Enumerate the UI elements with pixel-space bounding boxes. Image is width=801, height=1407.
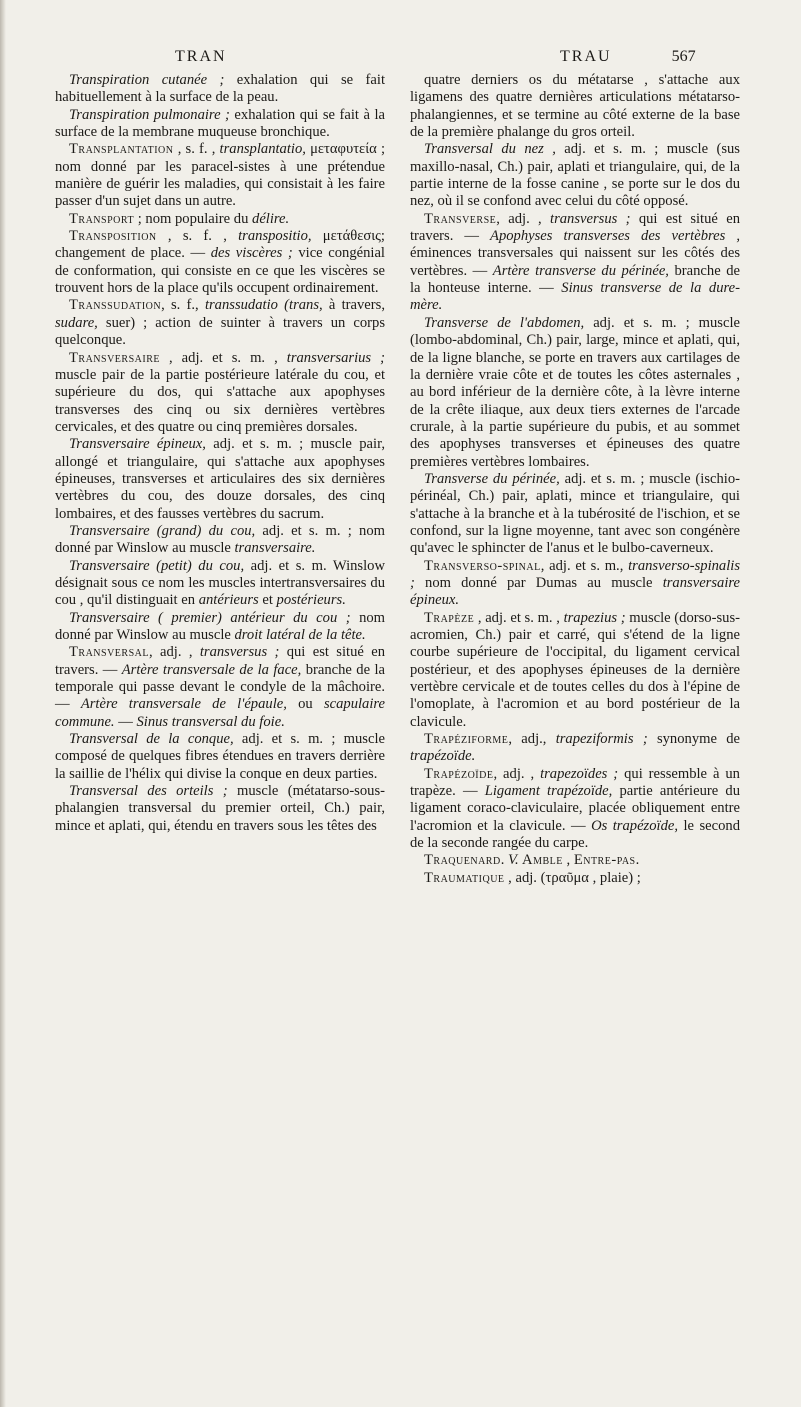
entry-italic-text: Transversal de la conque,: [69, 731, 234, 748]
dictionary-entry: [55, 523, 385, 558]
entry-italic-text: transversaire épineux.: [410, 574, 740, 609]
entry-text: vice congénial de conformation, qui consiste en ce que les viscères se trouvent hors de la place qu'ils occupent ordinairement.: [55, 245, 385, 297]
entry-italic-text: transversarius ;: [286, 349, 385, 366]
entry-italic-text: Transpiration pulmonaire ;: [69, 106, 230, 123]
entry-headword: Trapézoïde: [424, 765, 494, 782]
entry-text: synonyme de: [647, 731, 740, 748]
entry-text: adj. et s. m. ; muscle (lombo-abdominal, Ch.) pair, large, mince et aplati, qui, de la ligne blanche, se porte en travers aux cartilages de la dernière vraie côte et de toutes les côtes asternales , au bord inférieur de la dernière côte, à la lèvre interne de la crête iliaque, aux deux tiers externes de l'arcade crurale, à la partie supérieure du pubis, et au sommet des apophyses transverses et épineuses des quatre premières vertèbres lombaires.: [410, 314, 740, 470]
entry-text: adj. et s. m. ; muscle (ischio-périnéal, Ch.) pair, aplati, mince et triangulaire, qui s'attache à la branche et à la tubérosité de l'ischion, et se confond, sur la ligne moyenne, tant avec son congénère qu'avec le sphincter de l'anus et le bulbo-caverneux.: [410, 470, 740, 557]
entry-text: éminences transversales qui naissent sur les côtés des vertèbres. —: [410, 245, 740, 279]
entry-headword: Trapéziforme: [424, 731, 509, 748]
entry-text: muscle (métatarso-sous-phalangien transversal du premier orteil, Ch.) pair, mince et aplati, qui, étendu en travers sous les têtes des: [55, 783, 385, 834]
dictionary-entry: [55, 350, 385, 437]
running-head-right-word: TRAU: [560, 48, 612, 65]
entry-italic-text: trapeziformis ;: [555, 731, 648, 748]
dictionary-entry: [410, 558, 740, 610]
dictionary-entry: [55, 297, 385, 349]
dictionary-entry: [55, 610, 385, 645]
entry-text: nom donné par Dumas au muscle: [414, 574, 663, 591]
dictionary-entry: [55, 558, 385, 610]
entry-italic-text: transversus ;: [199, 644, 280, 661]
entry-italic-text: Transversal des orteils ;: [69, 783, 228, 800]
dictionary-entry: [55, 436, 385, 523]
entry-italic-text: transversaire.: [234, 540, 316, 557]
entry-text: .: [500, 852, 508, 869]
entry-text: , adj. ,: [496, 210, 551, 227]
entry-headword: Transport: [69, 210, 135, 227]
entry-headword: Transplantation: [69, 141, 174, 158]
entry-text: branche de la temporale qui passe devant le condyle de la mâchoire. —: [55, 661, 385, 713]
page-gutter-shadow: [0, 0, 6, 1407]
entry-headword: Transversaire: [69, 349, 160, 366]
dictionary-entry: [410, 610, 740, 731]
entry-text: branche de la honteuse interne. —: [410, 262, 740, 297]
entry-text: , s. f. ,: [156, 228, 239, 245]
running-head-left: TRAN: [175, 48, 227, 65]
right-column: [410, 72, 740, 887]
entry-italic-text: délire.: [252, 210, 290, 227]
entry-italic-text: sudare,: [55, 314, 98, 331]
entry-italic-text: Transversaire épineux,: [69, 436, 206, 453]
entry-italic-text: Sinus transversal du foie.: [136, 713, 285, 730]
entry-headword: Amble: [518, 852, 563, 869]
entry-italic-text: Transversaire (petit) du cou,: [69, 557, 245, 574]
entry-italic-text: Transversaire ( premier) antérieur du cou ;: [69, 609, 351, 626]
entry-text: , adj. ,: [148, 644, 200, 661]
entry-text: et: [258, 592, 277, 609]
entry-text: —: [114, 713, 137, 730]
entry-text: partie antérieure du ligament coraco-claviculaire, placée obliquement entre l'acromion et la clavicule. —: [410, 783, 740, 834]
entry-text: , adj.,: [508, 731, 556, 748]
entry-text: exhalation qui se fait habituellement à la surface de la peau.: [55, 72, 385, 106]
dictionary-entry: [55, 141, 385, 210]
entry-text: , adj. et s. m.,: [540, 557, 629, 574]
dictionary-entry: [55, 211, 385, 228]
entry-italic-text: Transverse de l'abdomen,: [424, 314, 585, 331]
entry-text: le second de la seconde rangée du carpe.: [410, 817, 740, 852]
entry-text: , s. f. ,: [173, 141, 220, 158]
dictionary-entry: [55, 107, 385, 142]
entry-text: adj. et s. m. ; muscle pair, allongé et triangulaire, qui s'attache aux apophyses épineuses, transverses et articulaires des six dernières vertèbres du cou, des douze dorsales, des cinq lombaires, et des fausses vertèbres du sacrum.: [55, 436, 385, 522]
entry-text: qui ressemble à un trapèze. —: [410, 765, 740, 800]
dictionary-entry: [55, 72, 385, 107]
entry-italic-text: antérieurs: [198, 592, 259, 609]
entry-text: suer) ; action de suinter à travers un corps quelconque.: [55, 314, 385, 349]
entry-italic-text: transversus ;: [550, 210, 631, 227]
dictionary-entry: [55, 228, 385, 297]
dictionary-entry: [410, 315, 740, 471]
entry-text: , s. f.,: [161, 297, 205, 314]
entry-italic-text: Artère transversale de l'épaule,: [80, 696, 287, 713]
entry-text: muscle pair de la partie postérieure latérale du cou, et supérieure du dos, qui s'attache aux apophyses transverses des cinq ou six dernières vertèbres cervicales, et des quatre ou cinq premières dorsales.: [55, 366, 385, 435]
entry-text: , adj. ,: [493, 765, 541, 782]
dictionary-entry: [55, 731, 385, 783]
entry-italic-text: Apophyses transverses des vertèbres ,: [490, 228, 740, 245]
entry-italic-text: droit latéral de la tête.: [234, 627, 366, 643]
entry-text: nom donné par Winslow au muscle: [55, 609, 386, 643]
dictionary-entry: [410, 731, 740, 766]
dictionary-entry: [55, 783, 385, 835]
entry-text: à travers,: [322, 297, 385, 314]
entry-text: qui est situé en travers. —: [410, 210, 740, 245]
entry-italic-text: transverso-spinalis ;: [410, 557, 740, 591]
dictionary-entry: [410, 72, 740, 141]
entry-italic-text: Transversaire (grand) du cou,: [69, 522, 256, 539]
dictionary-entry: [410, 870, 740, 887]
entry-text: , adj. et s. m. ,: [474, 609, 564, 626]
entry-italic-text: postérieurs.: [276, 592, 346, 609]
entry-italic-text: Ligament trapézoïde,: [484, 783, 613, 800]
entry-italic-text: Transverse du périnée,: [424, 470, 560, 487]
entry-italic-text: trapézoïde.: [410, 748, 476, 765]
entry-headword: Transverso-spinal: [424, 557, 541, 574]
entry-text: , adj. (τραῦμα , plaie) ;: [504, 869, 641, 886]
entry-text: ou: [286, 696, 324, 713]
entry-headword: Traumatique: [424, 869, 505, 886]
entry-headword: Trapèze: [424, 609, 475, 626]
entry-text: muscle (dorso-sus-acromien, Ch.) pair et carré, qui s'étend de la ligne courbe supérieure de l'occipital, du ligament cervical postérieur, et des apophyses épineuses de la dernière vertèbre cervicale et de toutes celles du dos à l'épine de l'omoplate, à l'acromion et au bord postérieur de la clavicule.: [410, 609, 740, 730]
dictionary-entry: [410, 766, 740, 853]
dictionary-entry: [410, 211, 740, 315]
entry-text: ; nom populaire du: [134, 210, 253, 227]
entry-italic-text: transplantatio,: [219, 141, 306, 158]
entry-italic-text: scapulaire commune.: [55, 696, 386, 730]
entry-italic-text: Artère transverse du périnée,: [492, 262, 669, 279]
entry-headword: Transsudation: [69, 297, 162, 314]
dictionary-entry: [55, 644, 385, 731]
entry-headword: Entre-pas: [573, 852, 636, 869]
entry-text: qui est situé en travers. —: [55, 644, 385, 678]
dictionary-entry: [410, 141, 740, 210]
entry-text: adj. et s. m. ; nom donné par Winslow au muscle: [55, 522, 385, 557]
entry-italic-text: Transversal du nez ,: [424, 141, 556, 158]
entry-text: μεταφυτεία ; nom donné par les paracel-sistes à une prétendue manière de guérir les maladies, qui consistait à les faire passer d'un sujet dans un autre.: [55, 141, 385, 210]
entry-italic-text: V.: [508, 852, 519, 869]
entry-text: , adj. et s. m. ,: [159, 349, 287, 366]
entry-text: adj. et s. m. Winslow désignait sous ce nom les muscles intertransversaires du cou , qu'il distinguait en: [55, 557, 385, 609]
entry-italic-text: Os trapézoïde,: [591, 817, 679, 834]
entry-headword: Transverse: [424, 210, 497, 227]
running-head-right: [560, 48, 696, 66]
entry-text: quatre derniers os du métatarse , s'attache aux ligamens des quatre dernières articulations métatarso-phalangiennes, et se termine au côté externe de la base de la première phalange du gros orteil.: [410, 72, 740, 141]
dictionary-entry: [410, 852, 740, 869]
entry-text: .: [635, 852, 640, 869]
entry-italic-text: trapezius ;: [563, 609, 626, 626]
entry-italic-text: Sinus transverse de la dure-mère.: [410, 280, 740, 314]
entry-italic-text: trapezoïdes ;: [540, 765, 619, 782]
entry-italic-text: des viscères ;: [210, 245, 293, 262]
entry-italic-text: Transpiration cutanée ;: [69, 72, 225, 88]
entry-headword: Traquenard: [424, 852, 501, 869]
entry-headword: Transposition: [69, 228, 157, 245]
entry-italic-text: transsudatio (trans,: [204, 297, 323, 314]
entry-text: adj. et s. m. ; muscle composé de quelques fibres étendues en travers derrière la saillie de l'hélix qui divise la conque en deux parties.: [55, 731, 385, 782]
entry-text: exhalation qui se fait à la surface de la membrane muqueuse bronchique.: [55, 106, 386, 141]
entry-headword: Transversal: [69, 644, 149, 661]
page-number: 567: [671, 48, 696, 65]
left-column: [55, 72, 385, 835]
dictionary-entry: [410, 471, 740, 558]
entry-italic-text: transpositio,: [238, 228, 312, 245]
entry-text: μετάθεσις; changement de place. —: [55, 228, 385, 262]
entry-text: adj. et s. m. ; muscle (sus maxillo-nasal, Ch.) pair, aplati et triangulaire, qui, de la partie interne de la fosse canine , se porte sur le dos du nez, où il se confond avec celui du côté opposé.: [410, 141, 740, 210]
entry-italic-text: Artère transversale de la face,: [121, 661, 302, 678]
entry-text: ,: [562, 852, 574, 869]
